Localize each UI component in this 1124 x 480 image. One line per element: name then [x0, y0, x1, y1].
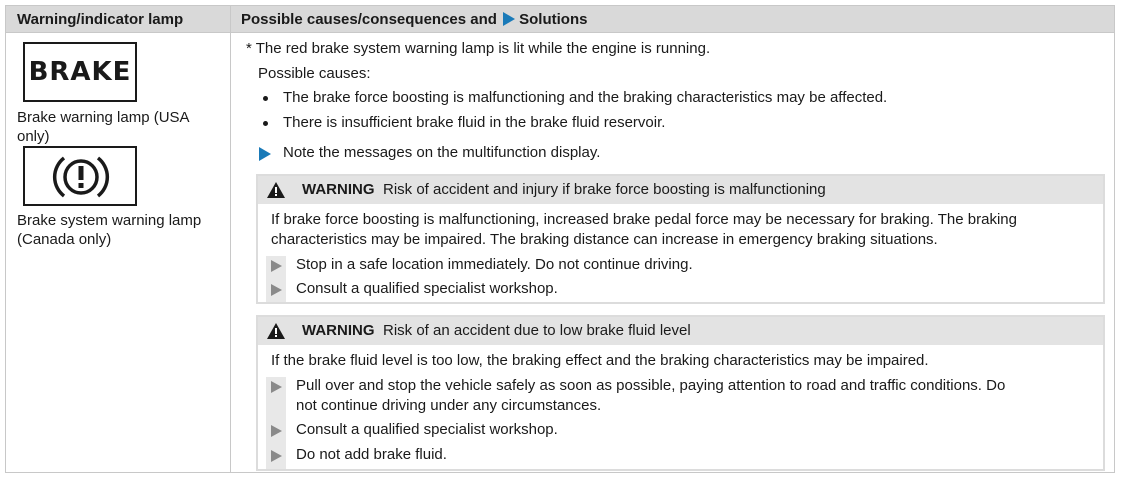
solution-arrow-icon — [259, 147, 271, 161]
column-divider — [230, 6, 231, 472]
solution-arrow-icon — [503, 12, 515, 26]
brake-lamp-icon: BRAKE — [23, 42, 137, 102]
solution-text: Note the messages on the multifunction display. — [283, 144, 601, 161]
warning-step: Pull over and stop the vehicle safely as soon as possible, paying attention to road and traffic conditions. Do — [296, 377, 1006, 394]
bullet-icon — [263, 121, 268, 126]
warning-step: Consult a qualified specialist workshop. — [296, 421, 558, 438]
step-arrow-icon — [271, 284, 282, 296]
step-arrow-icon — [271, 381, 282, 393]
warning-box — [256, 315, 1105, 471]
step-arrow-icon — [271, 425, 282, 437]
brake-lamp-label: Brake warning lamp (USA only) — [17, 109, 189, 145]
warning-triangle-icon — [267, 323, 285, 339]
cause-item: There is insufficient brake fluid in the brake fluid reservoir. — [283, 114, 666, 131]
warning-header — [258, 176, 1103, 204]
warning-step: Consult a qualified specialist workshop. — [296, 280, 558, 297]
warning-body: If the brake fluid level is too low, the braking effect and the braking characteristics may be impaired. — [271, 352, 929, 369]
warning-title: Risk of an accident due to low brake fluid level — [383, 322, 691, 339]
warning-keyword: WARNING — [302, 181, 375, 198]
warning-header — [258, 317, 1103, 345]
causes-label: Possible causes: — [258, 65, 371, 82]
brake-system-warning-icon — [23, 146, 137, 206]
warning-step: not continue driving under any circumstances. — [296, 397, 602, 414]
table-header — [6, 6, 1114, 33]
intro-text: * The red brake system warning lamp is lit while the engine is running. — [246, 40, 711, 57]
warning-lamp-table — [5, 5, 1115, 473]
bullet-icon — [263, 96, 268, 101]
warning-step: Stop in a safe location immediately. Do not continue driving. — [296, 256, 693, 273]
cause-item: The brake force boosting is malfunctioning and the braking characteristics may be affected. — [283, 89, 888, 106]
header-causes: Possible causes/consequences and Solutions — [241, 11, 588, 28]
warning-body: If brake force boosting is malfunctioning, increased brake pedal force may be necessary for braking. The braking — [271, 211, 1017, 228]
warning-body: characteristics may be impaired. The braking distance can increase in emergency braking situations. — [271, 231, 938, 248]
brake-system-lamp-label: Brake system warning lamp (Canada only) — [17, 212, 202, 248]
header-lamp: Warning/indicator lamp — [17, 11, 184, 28]
warning-triangle-icon — [267, 182, 285, 198]
warning-box — [256, 174, 1105, 304]
brake-exclamation-icon — [52, 152, 110, 202]
warning-keyword: WARNING — [302, 322, 375, 339]
warning-step: Do not add brake fluid. — [296, 446, 447, 463]
step-arrow-icon — [271, 450, 282, 462]
warning-title: Risk of accident and injury if brake force boosting is malfunctioning — [383, 181, 826, 198]
step-arrow-icon — [271, 260, 282, 272]
